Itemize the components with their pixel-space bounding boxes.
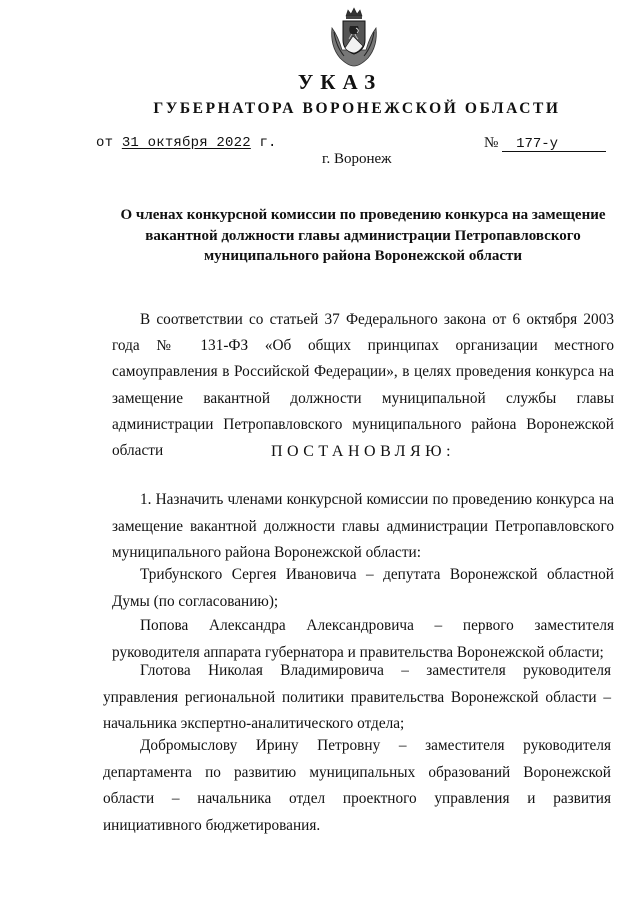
date-suffix: г. bbox=[259, 135, 277, 151]
member-glotov: Глотова Николая Владимировича – заместителя руководителя управления региональной политики правительства Воронежской области – начальника экспертно-аналитического отдела; bbox=[103, 662, 611, 732]
date-prefix: от bbox=[96, 135, 114, 151]
member-trubunsky: Трибунского Сергея Ивановича – депутата Воронежской областной Думы (по согласованию); bbox=[112, 566, 614, 610]
member-dobromyslova: Добромыслову Ирину Петровну – заместителя руководителя департамента по развитию муниципальных образований Воронежской области – начальника отдел проектного управления и развития инициативного бюджетирования. bbox=[103, 737, 611, 834]
preamble-paragraph: В соответствии со статьей 37 Федерального закона от 6 октября 2003 года № 131-ФЗ «Об общих принципах организации местного самоуправления в Российской Федерации», в целях проведения конкурса на замещение вакантной должности муниципальной службы главы администрации Петропавловского муниципального района Воронежской области bbox=[112, 311, 614, 460]
number-label: № bbox=[484, 135, 499, 151]
member-popov: Попова Александра Александровича – первого заместителя руководителя аппарата губернатора и правительства Воронежской области; bbox=[112, 617, 614, 661]
document-number bbox=[484, 135, 606, 152]
coat-of-arms-emblem bbox=[326, 6, 382, 68]
decree-word: ПОСТАНОВЛЯЮ: bbox=[270, 443, 456, 460]
issuer-title: ГУБЕРНАТОРА ВОРОНЕЖСКОЙ ОБЛАСТИ bbox=[153, 100, 561, 117]
date-value: 31 октября 2022 bbox=[121, 135, 251, 151]
document-heading: О членах конкурсной комиссии по проведению конкурса на замещение вакантной должности главы администрации Петропавловского муниципального района Воронежской области bbox=[120, 207, 606, 264]
number-value: 177-у bbox=[502, 137, 606, 152]
document-type-title: УКАЗ bbox=[297, 70, 383, 94]
document-date bbox=[96, 135, 277, 151]
item-1-paragraph: 1. Назначить членами конкурсной комиссии по проведению конкурса на замещение вакантной должности главы администрации Петропавловского муниципального района Воронежской области: bbox=[112, 491, 614, 561]
issue-city: г. Воронеж bbox=[322, 151, 392, 167]
